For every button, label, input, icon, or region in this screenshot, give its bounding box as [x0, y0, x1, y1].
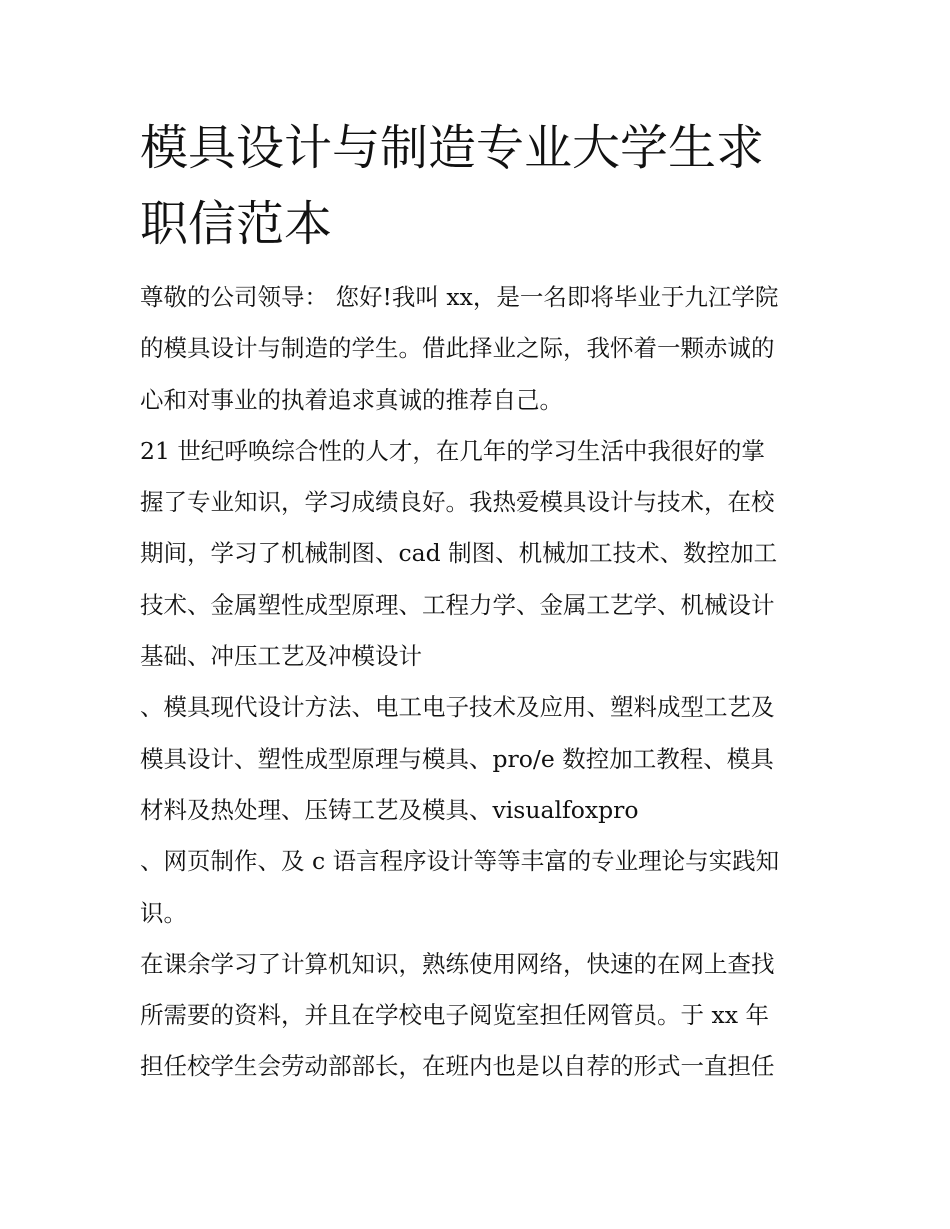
title-line-2: 职信范本	[140, 196, 333, 252]
body-line: 、网页制作、及 c 语言程序设计等等丰富的专业理论与实践知	[140, 847, 780, 876]
body-line: 21 世纪呼唤综合性的人才，在几年的学习生活中我很好的掌	[140, 436, 765, 465]
body-line: 的模具设计与制造的学生。借此择业之际，我怀着一颗赤诚的	[140, 334, 775, 363]
document-page	[140, 110, 820, 1093]
body-line: 担任校学生会劳动部部长，在班内也是以自荐的形式一直担任	[140, 1052, 775, 1081]
body-line: 在课余学习了计算机知识，熟练使用网络，快速的在网上查找	[140, 949, 775, 978]
body-line: 握了专业知识，学习成绩良好。我热爱模具设计与技术，在校	[140, 488, 775, 517]
body-line: 、模具现代设计方法、电工电子技术及应用、塑料成型工艺及	[140, 693, 775, 722]
body-line: 心和对事业的执着追求真诚的推荐自己。	[140, 385, 563, 414]
document-title	[140, 110, 820, 262]
body-line: 材料及热处理、压铸工艺及模具、visualfoxpro	[140, 795, 639, 824]
document-body	[140, 272, 820, 1093]
body-line: 尊敬的公司领导： 您好!我叫 xx，是一名即将毕业于九江学院	[140, 283, 779, 311]
body-line: 技术、金属塑性成型原理、工程力学、金属工艺学、机械设计	[140, 590, 775, 619]
title-line-1: 模具设计与制造专业大学生求	[140, 120, 765, 176]
body-line: 期间，学习了机械制图、cad 制图、机械加工技术、数控加工	[140, 539, 778, 568]
body-line: 所需要的资料，并且在学校电子阅览室担任网管员。于 xx 年	[140, 1001, 769, 1030]
body-line: 基础、冲压工艺及冲模设计	[140, 642, 422, 671]
body-line: 模具设计、塑性成型原理与模具、pro/e 数控加工教程、模具	[140, 744, 774, 773]
body-line: 识。	[140, 898, 187, 927]
